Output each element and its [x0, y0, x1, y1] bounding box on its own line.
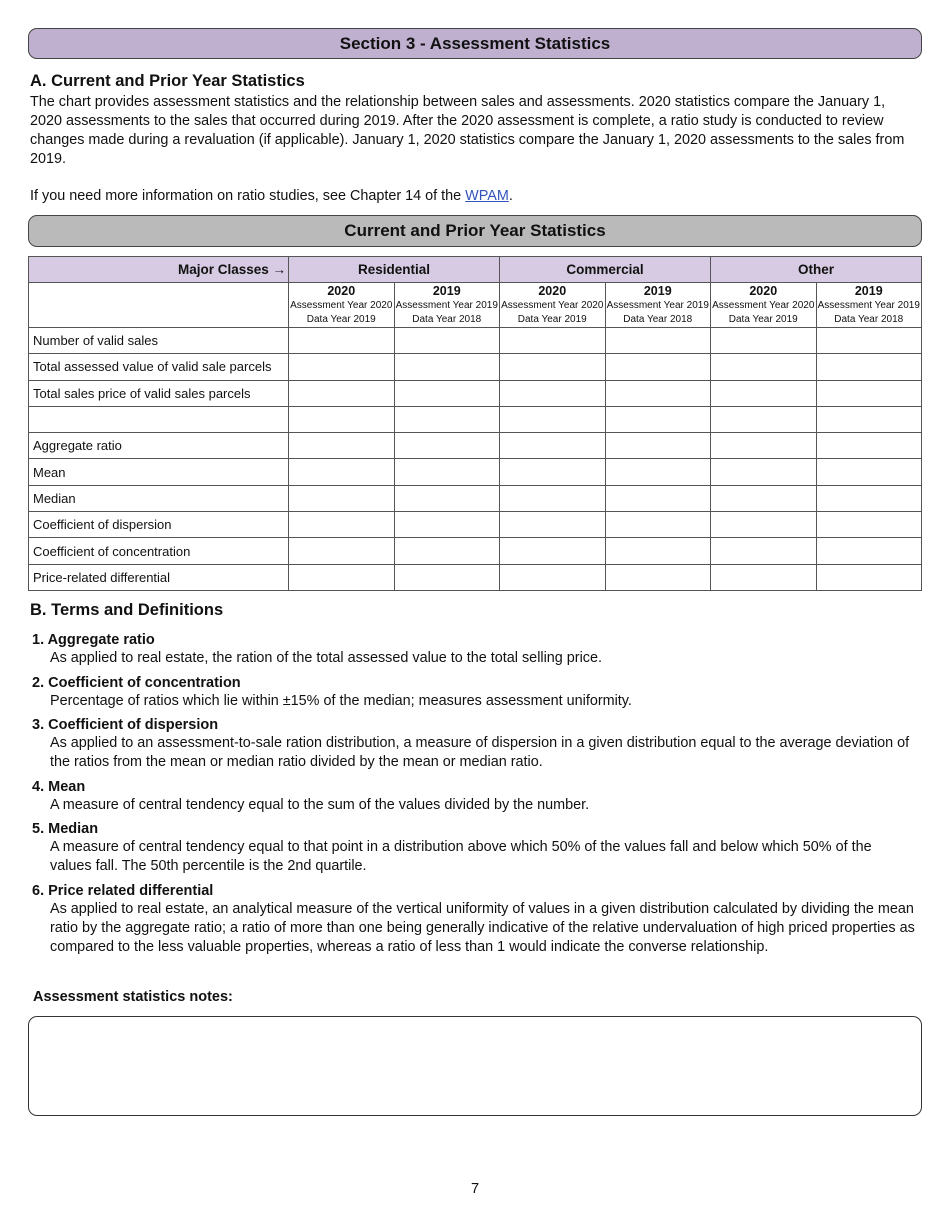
info-text: If you need more information on ratio studies, see Chapter 14 of the: [30, 188, 466, 204]
row-label: Mean: [29, 459, 289, 485]
definition-item: [32, 821, 917, 876]
info-line: [30, 187, 513, 206]
value-cell[interactable]: [711, 380, 817, 406]
definition-term: 4. Mean: [32, 779, 86, 795]
year-column-header: [711, 283, 817, 328]
value-cell[interactable]: [289, 433, 395, 459]
section-title: Section 3 - Assessment Statistics: [28, 28, 922, 59]
statistics-table: [28, 256, 922, 591]
value-cell[interactable]: [711, 512, 817, 538]
column-year: 2020: [749, 284, 778, 298]
value-cell[interactable]: [394, 380, 500, 406]
value-cell[interactable]: [711, 328, 817, 354]
table-row: [29, 354, 922, 380]
column-year: 2019: [854, 284, 883, 298]
year-header-row: [29, 283, 922, 328]
value-cell[interactable]: [289, 328, 395, 354]
data-year: Data Year 2019: [517, 314, 587, 325]
value-cell[interactable]: [500, 459, 606, 485]
major-classes-label: Major Classes →: [29, 257, 289, 283]
value-cell[interactable]: [394, 459, 500, 485]
data-year: Data Year 2018: [834, 314, 904, 325]
value-cell[interactable]: [816, 328, 922, 354]
value-cell[interactable]: [816, 354, 922, 380]
value-cell[interactable]: [816, 459, 922, 485]
assessment-year: Assessment Year 2020: [290, 300, 393, 311]
value-cell[interactable]: [289, 380, 395, 406]
value-cell[interactable]: [605, 380, 711, 406]
table-title: Current and Prior Year Statistics: [28, 215, 922, 247]
value-cell[interactable]: [500, 354, 606, 380]
definition-item: [32, 717, 917, 772]
row-label: Median: [29, 485, 289, 511]
column-year: 2020: [538, 284, 567, 298]
table-row: [29, 564, 922, 590]
value-cell[interactable]: [394, 538, 500, 564]
data-year: Data Year 2018: [623, 314, 693, 325]
info-suffix: .: [508, 188, 513, 204]
data-year: Data Year 2019: [306, 314, 376, 325]
table-row: [29, 380, 922, 406]
value-cell[interactable]: [605, 433, 711, 459]
class-other: Other: [711, 257, 922, 283]
row-label: Coefficient of dispersion: [29, 512, 289, 538]
year-column-header: [500, 283, 606, 328]
wpam-link[interactable]: WPAM: [465, 188, 509, 204]
value-cell[interactable]: [605, 564, 711, 590]
value-cell[interactable]: [605, 459, 711, 485]
year-column-header: [605, 283, 711, 328]
value-cell[interactable]: [711, 564, 817, 590]
definition-term: 5. Median: [32, 821, 99, 837]
value-cell[interactable]: [605, 538, 711, 564]
value-cell[interactable]: [605, 328, 711, 354]
blank-cell: [29, 283, 289, 328]
assessment-year: Assessment Year 2019: [395, 300, 498, 311]
value-cell[interactable]: [289, 485, 395, 511]
year-column-header: [816, 283, 922, 328]
value-cell[interactable]: [289, 406, 395, 432]
value-cell[interactable]: [500, 380, 606, 406]
notes-textarea[interactable]: [28, 1016, 922, 1116]
value-cell[interactable]: [816, 406, 922, 432]
value-cell[interactable]: [394, 328, 500, 354]
data-year: Data Year 2019: [728, 314, 798, 325]
value-cell[interactable]: [289, 564, 395, 590]
value-cell[interactable]: [711, 354, 817, 380]
value-cell[interactable]: [816, 538, 922, 564]
value-cell[interactable]: [605, 512, 711, 538]
value-cell[interactable]: [500, 512, 606, 538]
assessment-year: Assessment Year 2020: [712, 300, 815, 311]
value-cell[interactable]: [394, 485, 500, 511]
row-label: Number of valid sales: [29, 328, 289, 354]
table-row: [29, 538, 922, 564]
table-row: [29, 512, 922, 538]
definition-text: As applied to real estate, an analytical measure of the vertical uniformity of values in a given distribution calculated by dividing the mean ratio by the aggregate ratio; a ratio of more than one being generally indicative of the relative undervaluation of high priced properties as compared to the less valuable properties, whereas a ratio of less than 1 would indicate the converse relationship.: [50, 901, 915, 955]
value-cell[interactable]: [816, 433, 922, 459]
row-label: Aggregate ratio: [29, 433, 289, 459]
value-cell[interactable]: [605, 354, 711, 380]
definition-item: [32, 883, 917, 957]
value-cell[interactable]: [289, 512, 395, 538]
intro-paragraph: The chart provides assessment statistics and the relationship between sales and assessments. 2020 statistics compare the January 1, 2020 assessments to the sales that occurred during 2019. After the 2020 assessment is complete, a ratio study is conducted to review changes made during a revaluation (if applicable). January 1, 2020 statistics compare the January 1, 2020 assessments to the sales from 2019.: [30, 94, 905, 167]
value-cell[interactable]: [289, 354, 395, 380]
value-cell[interactable]: [711, 406, 817, 432]
table-row: [29, 406, 922, 432]
definition-term: 1. Aggregate ratio: [32, 632, 155, 648]
definition-item: [32, 675, 917, 711]
value-cell[interactable]: [394, 512, 500, 538]
column-year: 2019: [643, 284, 672, 298]
table-row: [29, 459, 922, 485]
class-residential: Residential: [289, 257, 500, 283]
definition-text: As applied to real estate, the ration of the total assessed value to the total selling price.: [50, 650, 602, 666]
class-commercial: Commercial: [500, 257, 711, 283]
definition-term: 6. Price related differential: [32, 883, 214, 899]
value-cell[interactable]: [289, 538, 395, 564]
definition-text: Percentage of ratios which lie within ±15% of the median; measures assessment uniformity.: [50, 693, 632, 709]
value-cell[interactable]: [500, 485, 606, 511]
page-number: 7: [470, 1181, 480, 1197]
value-cell[interactable]: [289, 459, 395, 485]
class-header-row: [29, 257, 922, 283]
year-column-header: [394, 283, 500, 328]
definition-text: A measure of central tendency equal to the sum of the values divided by the number.: [50, 797, 590, 813]
table-row: [29, 485, 922, 511]
value-cell[interactable]: [711, 459, 817, 485]
value-cell[interactable]: [605, 485, 711, 511]
definition-text: As applied to an assessment-to-sale ration distribution, a measure of dispersion in a given distribution equal to the average deviation of the ratios from the mean or median ratio divided by the mean or median ratio.: [50, 735, 910, 770]
part-a-heading: A. Current and Prior Year Statistics: [30, 72, 305, 90]
definition-text: A measure of central tendency equal to that point in a distribution above which 50% of the values fall and below which 50% of the values fall. The 50th percentile is the 2nd quartile.: [50, 839, 872, 874]
data-year: Data Year 2018: [412, 314, 482, 325]
definition-item: [32, 632, 917, 668]
assessment-year: Assessment Year 2019: [817, 300, 920, 311]
column-year: 2020: [327, 284, 356, 298]
row-label: Total sales price of valid sales parcels: [29, 380, 289, 406]
row-label: Total assessed value of valid sale parcels: [29, 354, 289, 380]
value-cell[interactable]: [500, 406, 606, 432]
value-cell[interactable]: [816, 512, 922, 538]
value-cell[interactable]: [816, 380, 922, 406]
notes-label: Assessment statistics notes:: [33, 989, 233, 1005]
value-cell[interactable]: [500, 538, 606, 564]
definition-term: 3. Coefficient of dispersion: [32, 717, 219, 733]
table-row: [29, 328, 922, 354]
year-column-header: [289, 283, 395, 328]
value-cell[interactable]: [711, 485, 817, 511]
row-label: Price-related differential: [29, 564, 289, 590]
value-cell[interactable]: [500, 328, 606, 354]
assessment-year: Assessment Year 2019: [606, 300, 709, 311]
row-label: Coefficient of concentration: [29, 538, 289, 564]
part-b-heading: B. Terms and Definitions: [30, 601, 224, 619]
value-cell[interactable]: [394, 354, 500, 380]
value-cell[interactable]: [605, 406, 711, 432]
value-cell[interactable]: [500, 433, 606, 459]
value-cell[interactable]: [394, 406, 500, 432]
value-cell[interactable]: [500, 564, 606, 590]
value-cell[interactable]: [816, 485, 922, 511]
definition-term: 2. Coefficient of concentration: [32, 675, 241, 691]
value-cell[interactable]: [394, 564, 500, 590]
column-year: 2019: [432, 284, 461, 298]
value-cell[interactable]: [711, 433, 817, 459]
value-cell[interactable]: [816, 564, 922, 590]
value-cell[interactable]: [394, 433, 500, 459]
definition-item: [32, 779, 917, 815]
table-row: [29, 433, 922, 459]
assessment-year: Assessment Year 2020: [501, 300, 604, 311]
row-label: [29, 406, 289, 432]
value-cell[interactable]: [711, 538, 817, 564]
